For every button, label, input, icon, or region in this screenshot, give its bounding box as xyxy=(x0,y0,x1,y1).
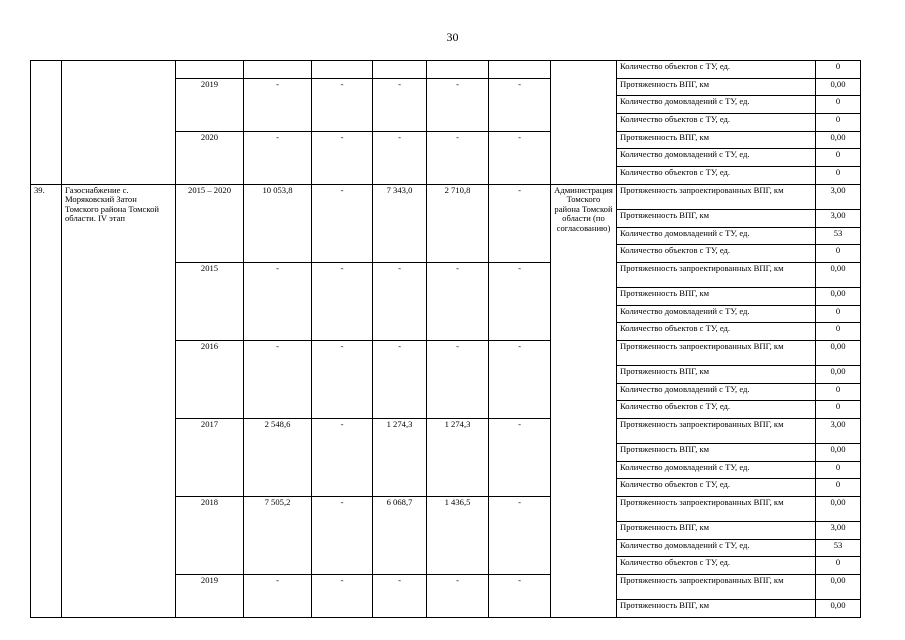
indicator-label: Количество домовладений с ТУ, ед. xyxy=(617,305,816,323)
value-cell: - xyxy=(427,340,489,418)
table-row xyxy=(31,184,861,209)
value-cell: - xyxy=(373,131,427,184)
indicator-value: 3,00 xyxy=(816,184,861,209)
year-cell: 2019 xyxy=(176,78,244,131)
indicator-value: 3,00 xyxy=(816,419,861,444)
indicator-label: Протяженность ВПГ, км xyxy=(617,78,816,96)
value-cell: - xyxy=(373,340,427,418)
indicator-label: Количество объектов с ТУ, ед. xyxy=(617,479,816,497)
indicator-label: Протяженность ВПГ, км xyxy=(617,444,816,462)
indicator-value: 0,00 xyxy=(816,575,861,600)
indicator-value: 0,00 xyxy=(816,600,861,618)
indicator-label: Протяженность ВПГ, км xyxy=(617,600,816,618)
value-cell: 2 710,8 xyxy=(427,184,489,262)
indicator-value: 0,00 xyxy=(816,287,861,305)
value-cell: - xyxy=(489,419,551,497)
indicator-value: 0 xyxy=(816,245,861,263)
indicator-value: 0,00 xyxy=(816,340,861,365)
indicator-label: Количество объектов с ТУ, ед. xyxy=(617,167,816,185)
value-cell: - xyxy=(312,419,373,497)
indicator-label: Количество объектов с ТУ, ед. xyxy=(617,401,816,419)
value-cell: - xyxy=(244,340,312,418)
indicator-value: 0,00 xyxy=(816,365,861,383)
value-cell xyxy=(427,61,489,79)
value-cell: - xyxy=(489,78,551,131)
indicator-label: Протяженность запроектированных ВПГ, км xyxy=(617,340,816,365)
organization-cell xyxy=(551,61,617,185)
indicator-value: 0 xyxy=(816,96,861,114)
value-cell xyxy=(312,61,373,79)
value-cell: - xyxy=(427,575,489,618)
indicator-value: 0,00 xyxy=(816,78,861,96)
indicator-value: 0,00 xyxy=(816,497,861,522)
value-cell: - xyxy=(312,497,373,575)
indicator-label: Количество объектов с ТУ, ед. xyxy=(617,245,816,263)
value-cell: - xyxy=(244,78,312,131)
program-table xyxy=(30,60,861,618)
indicator-value: 0 xyxy=(816,61,861,79)
value-cell: 1 436,5 xyxy=(427,497,489,575)
value-cell: - xyxy=(427,131,489,184)
indicator-label: Протяженность запроектированных ВПГ, км xyxy=(617,184,816,209)
indicator-label: Протяженность ВПГ, км xyxy=(617,131,816,149)
year-cell: 2017 xyxy=(176,419,244,497)
indicator-label: Количество домовладений с ТУ, ед. xyxy=(617,227,816,245)
value-cell xyxy=(244,61,312,79)
value-cell: - xyxy=(244,131,312,184)
indicator-value: 0 xyxy=(816,383,861,401)
value-cell: - xyxy=(312,131,373,184)
indicator-label: Количество объектов с ТУ, ед. xyxy=(617,557,816,575)
value-cell: 1 274,3 xyxy=(427,419,489,497)
indicator-label: Протяженность ВПГ, км xyxy=(617,287,816,305)
table-row xyxy=(31,61,861,79)
value-cell: - xyxy=(427,78,489,131)
value-cell xyxy=(373,61,427,79)
value-cell: 2 548,6 xyxy=(244,419,312,497)
value-cell: - xyxy=(244,575,312,618)
indicator-value: 0,00 xyxy=(816,262,861,287)
indicator-value: 0 xyxy=(816,479,861,497)
year-cell xyxy=(176,61,244,79)
indicator-label: Количество домовладений с ТУ, ед. xyxy=(617,461,816,479)
indicator-value: 0,00 xyxy=(816,444,861,462)
indicator-label: Протяженность запроектированных ВПГ, км xyxy=(617,497,816,522)
indicator-label: Протяженность ВПГ, км xyxy=(617,522,816,540)
indicator-value: 0,00 xyxy=(816,131,861,149)
indicator-label: Количество домовладений с ТУ, ед. xyxy=(617,383,816,401)
year-cell: 2015 xyxy=(176,262,244,340)
value-cell: - xyxy=(373,262,427,340)
indicator-value: 0 xyxy=(816,461,861,479)
value-cell: - xyxy=(427,262,489,340)
item-name-cell xyxy=(62,61,176,185)
indicator-label: Протяженность запроектированных ВПГ, км xyxy=(617,575,816,600)
indicator-label: Количество объектов с ТУ, ед. xyxy=(617,114,816,132)
value-cell: - xyxy=(373,575,427,618)
value-cell: - xyxy=(373,78,427,131)
value-cell: - xyxy=(489,575,551,618)
value-cell: 6 068,7 xyxy=(373,497,427,575)
indicator-value: 0 xyxy=(816,557,861,575)
indicator-value: 0 xyxy=(816,323,861,341)
value-cell xyxy=(489,61,551,79)
value-cell: - xyxy=(312,340,373,418)
indicator-label: Протяженность запроектированных ВПГ, км xyxy=(617,419,816,444)
value-cell: - xyxy=(312,78,373,131)
value-cell: - xyxy=(489,340,551,418)
indicator-value: 0 xyxy=(816,114,861,132)
value-cell: - xyxy=(244,262,312,340)
indicator-value: 0 xyxy=(816,401,861,419)
indicator-label: Количество объектов с ТУ, ед. xyxy=(617,61,816,79)
indicator-label: Количество домовладений с ТУ, ед. xyxy=(617,96,816,114)
organization: Администрация Томского района Томской области (по согласованию) xyxy=(551,184,617,617)
value-cell: - xyxy=(312,262,373,340)
value-cell: 7 505,2 xyxy=(244,497,312,575)
value-cell: - xyxy=(489,262,551,340)
value-cell: - xyxy=(312,575,373,618)
item-name: Газоснабжение с. Моряковский Затон Томского района Томской области. IV этап xyxy=(62,184,176,617)
year-cell: 2015 – 2020 xyxy=(176,184,244,262)
indicator-label: Протяженность ВПГ, км xyxy=(617,209,816,227)
year-cell: 2016 xyxy=(176,340,244,418)
value-cell: - xyxy=(489,184,551,262)
indicator-value: 3,00 xyxy=(816,209,861,227)
indicator-label: Количество объектов с ТУ, ед. xyxy=(617,323,816,341)
item-number-cell xyxy=(31,61,62,185)
page-number: 30 xyxy=(446,30,459,44)
value-cell: 10 053,8 xyxy=(244,184,312,262)
indicator-label: Протяженность ВПГ, км xyxy=(617,365,816,383)
year-cell: 2019 xyxy=(176,575,244,618)
item-number: 39. xyxy=(31,184,62,617)
value-cell: 7 343,0 xyxy=(373,184,427,262)
value-cell: - xyxy=(312,184,373,262)
indicator-value: 53 xyxy=(816,227,861,245)
indicator-value: 0 xyxy=(816,305,861,323)
indicator-value: 3,00 xyxy=(816,522,861,540)
value-cell: - xyxy=(489,497,551,575)
value-cell: 1 274,3 xyxy=(373,419,427,497)
indicator-value: 0 xyxy=(816,167,861,185)
indicator-label: Количество домовладений с ТУ, ед. xyxy=(617,539,816,557)
indicator-label: Протяженность запроектированных ВПГ, км xyxy=(617,262,816,287)
year-cell: 2018 xyxy=(176,497,244,575)
year-cell: 2020 xyxy=(176,131,244,184)
indicator-value: 53 xyxy=(816,539,861,557)
indicator-value: 0 xyxy=(816,149,861,167)
indicator-label: Количество домовладений с ТУ, ед. xyxy=(617,149,816,167)
value-cell: - xyxy=(489,131,551,184)
